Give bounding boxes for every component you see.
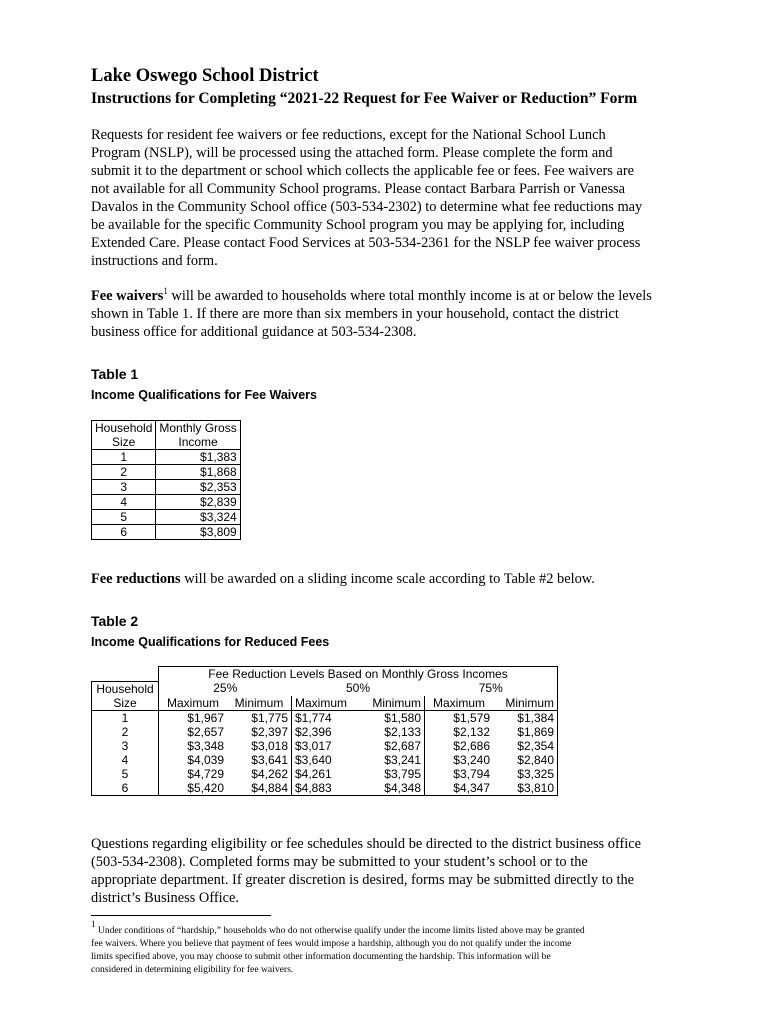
income-cell: $3,241: [360, 753, 425, 767]
fee-waivers-line: shown in Table 1. If there are more than six members in your household, contact the district: [91, 306, 619, 322]
max-header: Maximum: [292, 696, 361, 711]
income-cell: $2,657: [187, 724, 224, 739]
table1-col-header: Monthly Gross: [156, 421, 240, 436]
intro-line: Davalos in the Community School office (503-534-2302) to determine what fee reductions may: [91, 199, 643, 215]
footnote-ref: 1: [163, 286, 168, 296]
income-cell: $2,840: [493, 753, 558, 767]
min-header: Minimum: [493, 696, 558, 711]
income-cell: $2,686: [453, 738, 490, 753]
closing-paragraph: [91, 835, 691, 907]
household-size-cell: 1: [92, 710, 159, 725]
income-cell: $4,884: [227, 781, 292, 796]
fee-waivers-text: will be awarded to households where total monthly income is at or below the levels: [167, 288, 652, 304]
income-cell: $1,775: [227, 710, 292, 725]
table-row: [92, 753, 558, 767]
fee-reductions-text: will be awarded on a sliding income scale according to Table #2 below.: [180, 571, 595, 587]
income-cell: $4,883: [292, 781, 361, 796]
intro-line: Program (NSLP), will be processed using the attached form. Please complete the form and: [91, 145, 613, 161]
income-cell: $1,384: [493, 710, 558, 725]
income-cell: $3,018: [227, 739, 292, 753]
income-cell: $2,353: [156, 480, 240, 495]
table2-caption: Income Qualifications for Reduced Fees: [91, 635, 330, 649]
income-cell: $4,039: [187, 752, 224, 767]
closing-line: district’s Business Office.: [91, 890, 240, 906]
fee-waiver-income-table: [91, 420, 241, 540]
income-cell: $3,794: [453, 766, 490, 781]
household-size-cell: 6: [92, 781, 159, 796]
fee-waivers-paragraph: [91, 287, 691, 341]
table1-heading: Table 1: [91, 366, 139, 382]
income-cell: $2,839: [156, 495, 240, 510]
table2-col-header: Size: [92, 696, 159, 711]
table-row: [92, 725, 558, 739]
income-cell: $1,868: [156, 465, 240, 480]
income-cell: $3,325: [493, 767, 558, 781]
level-75-header: 75%: [425, 681, 558, 696]
closing-line: Questions regarding eligibility or fee schedules should be directed to the district business office: [91, 836, 642, 852]
household-size-cell: 5: [92, 767, 159, 781]
footnote-line: considered in determining eligibility for fee waivers.: [91, 964, 294, 975]
table-row: [92, 510, 241, 525]
fee-waivers-term: Fee waivers: [91, 288, 164, 304]
table1-col-header: Size: [92, 435, 156, 450]
income-cell: $5,420: [159, 781, 228, 796]
table1-col-header: Income: [156, 435, 240, 450]
closing-line: appropriate department. If greater discretion is desired, forms may be submitted directly to the: [91, 872, 635, 888]
income-cell: $3,017: [295, 738, 332, 753]
income-cell: $2,396: [295, 724, 332, 739]
table-row: [92, 495, 241, 510]
income-cell: $2,687: [360, 739, 425, 753]
table-row: [92, 465, 241, 480]
income-cell: $3,641: [227, 753, 292, 767]
household-size-cell: 4: [92, 495, 156, 510]
income-cell: $1,383: [156, 450, 240, 465]
intro-line: be available for the specific Community School program you may be applying for, including: [91, 217, 625, 233]
max-header: Maximum: [425, 696, 494, 711]
income-cell: $2,132: [453, 724, 490, 739]
income-cell: $1,869: [493, 725, 558, 739]
income-cell: $4,347: [425, 781, 494, 796]
fee-reductions-paragraph: [91, 570, 691, 588]
level-50-header: 50%: [345, 681, 371, 696]
table-row: [92, 739, 558, 753]
reduced-fee-income-table: [91, 666, 558, 796]
intro-line: Extended Care. Please contact Food Services at 503-534-2361 for the NSLP fee waiver process: [91, 235, 641, 251]
income-cell: $2,133: [360, 725, 425, 739]
document-title: Lake Oswego School District: [91, 66, 319, 86]
income-cell: $1,967: [187, 710, 224, 725]
footnote-line: fee waivers. Where you believe that payment of fees would impose a hardship, although you do not qualify under the income: [91, 938, 572, 949]
table-row: [92, 450, 241, 465]
document-subtitle: Instructions for Completing “2021-22 Request for Fee Waiver or Reduction” Form: [91, 90, 638, 107]
footnote-line: limits specified above, you may choose to submit other information documenting the hardship. This information will be: [91, 951, 551, 962]
household-size-cell: 2: [92, 465, 156, 480]
table1-caption: Income Qualifications for Fee Waivers: [91, 388, 317, 402]
intro-paragraph: [91, 126, 691, 270]
table2-col-header: Household: [92, 681, 159, 696]
income-cell: $4,348: [360, 781, 425, 796]
income-cell: $1,774: [295, 710, 332, 725]
footnote-divider: [91, 915, 271, 916]
income-cell: $1,580: [360, 710, 425, 725]
table-row: [92, 480, 241, 495]
closing-line: (503-534-2308). Completed forms may be submitted to your student’s school or to the: [91, 854, 588, 870]
household-size-cell: 3: [92, 739, 159, 753]
income-cell: $3,324: [156, 510, 240, 525]
fee-waivers-line: business office for additional guidance at 503-534-2308.: [91, 324, 417, 340]
table1-col-header: Household: [92, 421, 156, 436]
table2-banner: Fee Reduction Levels Based on Monthly Gross Incomes: [159, 667, 558, 682]
min-header: Minimum: [227, 696, 292, 711]
table-row: [92, 781, 558, 796]
intro-line: submit it to the department or school which collects the applicable fee or fees. Fee waivers are: [91, 163, 635, 179]
level-25-header: 25%: [213, 681, 238, 696]
table-row: [92, 710, 558, 725]
income-cell: $3,348: [187, 738, 224, 753]
income-cell: $3,240: [453, 752, 490, 767]
household-size-cell: 3: [92, 480, 156, 495]
income-cell: $2,354: [493, 739, 558, 753]
household-size-cell: 1: [92, 450, 156, 465]
household-size-cell: 6: [92, 525, 156, 540]
footnote-line: Under conditions of “hardship,” households who do not otherwise qualify under the income limits listed above may be granted: [95, 925, 585, 936]
income-cell: $4,729: [187, 766, 224, 781]
table-row: [92, 525, 241, 540]
household-size-cell: 5: [92, 510, 156, 525]
intro-line: not available for all Community School programs. Please contact Barbara Parrish or Vanessa: [91, 181, 626, 197]
footnote-marker: 1: [91, 919, 96, 929]
fee-reductions-term: Fee reductions: [91, 571, 181, 587]
income-cell: $3,810: [493, 781, 558, 796]
table2-heading: Table 2: [91, 613, 139, 629]
household-size-cell: 4: [92, 753, 159, 767]
income-cell: $3,795: [360, 767, 425, 781]
income-cell: $3,809: [156, 525, 240, 540]
footnote: [91, 919, 691, 976]
intro-line: Requests for resident fee waivers or fee reductions, except for the National School Lunch: [91, 127, 606, 143]
min-header: Minimum: [360, 696, 425, 711]
max-header: Maximum: [159, 696, 228, 711]
table-row: [92, 767, 558, 781]
income-cell: $4,261: [295, 766, 332, 781]
income-cell: $1,579: [453, 710, 490, 725]
income-cell: $4,262: [227, 767, 292, 781]
income-cell: $3,640: [295, 752, 332, 767]
income-cell: $2,397: [227, 725, 292, 739]
household-size-cell: 2: [92, 725, 159, 739]
intro-line: instructions and form.: [91, 253, 218, 269]
